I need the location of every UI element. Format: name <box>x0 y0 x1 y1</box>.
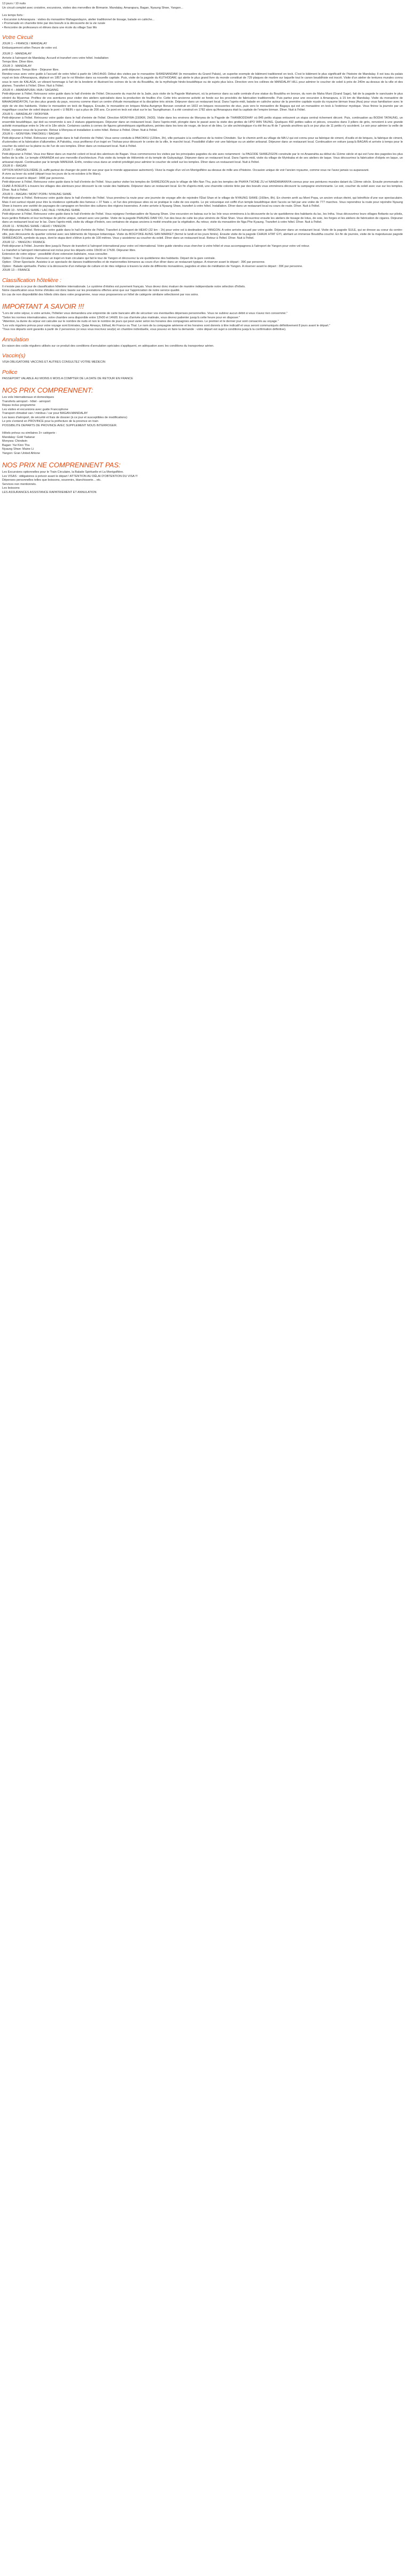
day-text: Petit-déjeuner à l'hôtel. Retrouvez votre guide dans le hall d'entrée de l'hôtel. Transfert à l'aéroport de HEHO (32 km - 1h) pour votre vol à destination de YANGON. A votre arrivée accueil par votre guide. Déjeuner dans un restaurant local. Visite de la pagode SULE, qui se dresse au coeur du centre-ville, puis découverte du quartier colonial avec ses bâtiments de l'époque britannique. Visite du BOGYOKE AUNG SAN MARKET (fermé le lundi et les jours fériés). Ensuite visite de la pagode CHAUK HTAT GYI, abritant un immense Bouddha couché. En fin de journée, visite de la majestueuse pagode SHWEDAGON, symbole du pays, dont le stupa doré s'élève à près de 100 mètres. Vous y assisterez au coucher du soleil. Dîner dans un restaurant local. Retour à l'hôtel. Dîner. Nuit à l'hôtel. <box>2 229 403 240</box>
day-title: JOUR 9 – BAGAN / MONT POPA / NYAUNG SHWE <box>2 192 72 196</box>
annulation-heading: Annulation <box>2 336 29 343</box>
excluded-item: Les boissons <box>2 487 20 490</box>
important-paragraph: "Selon les normes internationales, votre chambre sera disponible entre 12h00 et 14h00. En cas d'arrivée plus matinale, vous devrez patienter jusqu'à cette heure pour en disposer." <box>2 316 240 319</box>
day-text: Petit-déjeuner à l'hôtel. Journée libre jusqu'à l'heure de transfert à l'aéroport international pour votre vol international. Votre guide viendra vous chercher à votre hôtel et vous accompagnera à l'aéroport de Yangon pour votre vol retour. Le transfert à l'aéroport international est inclus pour les départs entre 15h30 et 17h30. Déjeuner libre. Extension de votre séjour : possibilité d'une extension balnéaire, nous consulter. Option : Train Circulaire. Parcourez un trajet en train circulaire qui fait le tour de Yangon et découvrez la vie quotidienne des habitants. Départ de la gare centrale. Option : Dîner-Spectacle. Assistez à un spectacle de danses traditionnelles et de marionnettes birmanes au cours d'un dîner dans un restaurant typique. A réserver avant le départ : 39€ par personne. Option : Balade spirituelle. Partez à la découverte d'un mélange de culture et de rites religieux à travers la visite de différents monastères, pagodes et sites de méditation de Yangon. A réserver avant le départ : 39€ par personne. <box>2 245 310 268</box>
important-paragraph: "Tous nos départs sont garantis à partir de 2 personnes (si vous vous inscrivez seul(e) en chambre individuelle, vous pouvez en faire la demande : votre départ est sujet à conditions jusqu'à la confirmation définitive). <box>2 328 286 331</box>
excluded-item: Dépenses personnelles telles que boissons, souvenirs, blanchisserie... etc. <box>2 479 102 482</box>
included-item: POSSIBILITE DEPARTS DE PROVINCE AVEC SUPPLEMENT NOUS INTERROGER. <box>2 424 118 427</box>
included-item: Transport climatisé van / minibus / car pour BAGAN-MANDALAY <box>2 412 88 415</box>
included-item: Repas inclus programme <box>2 404 36 407</box>
day-block <box>2 52 403 65</box>
day-block <box>2 113 403 133</box>
hotels-section <box>2 285 403 297</box>
day-title: JOUR 5 – MANDALAY / MONYWA <box>2 112 49 116</box>
included-item: Les taxes d'aéroport, de sécurité et frais de dossier (à ce jour et susceptibles de modifications) <box>2 416 127 419</box>
itinerary-heading: Votre Circuit <box>2 34 33 41</box>
included-item: Les visites et excursions avec guide Francophone <box>2 408 68 411</box>
highlight-item: • Promenade en charrette tirée par des boeufs à la découverte de la vie rurale <box>2 22 105 25</box>
day-text: Arrivée à l'aéroport de Mandalay. Accueil et transfert vers votre hôtel. Installation Temps libre. Dîner libre. <box>2 56 109 64</box>
highlights-heading: Les temps forts : <box>2 14 25 17</box>
day-block <box>2 241 403 269</box>
important-paragraph: "Attention, la durée du séjour est calculée sur le nombre de nuits et non le nombre de jours qui peut varier selon les horaires des compagnies aériennes. Le premier et le dernier jour sont consacrés au voyage." <box>2 320 279 323</box>
day-block <box>2 148 403 165</box>
important-paragraph: "Les vols réguliers prévus pour votre voyage sont Emirates, Qatar Airways, Etihad, Air France ou Thaï. Le nom de la compagnie aérienne et les horaires sont donnés à titre indicatif et vous seront communiqués définitivement 8 jours avant le départ." <box>2 324 330 327</box>
hotel-item: Yangon: Gran United Ahlone <box>2 451 40 455</box>
hotel-item: Monywa: Chindwin <box>2 440 27 443</box>
hotels-paragraph: En cas de non disponibilité des hôtels cités dans votre programme, nous vous proposerons un hôtel de catégorie similaire sélectionné par nos soins. <box>2 293 199 296</box>
day-block <box>2 132 403 148</box>
day-title: JOUR 1 – FRANCE / MANDALAY <box>2 42 48 45</box>
important-heading: IMPORTANT A SAVOIR !!! <box>2 302 84 310</box>
included-item: Les vols Internationaux et domestiques <box>2 396 54 399</box>
itinerary-days <box>2 42 403 273</box>
day-title: JOUR 2 - MANDALAY <box>2 52 32 56</box>
day-text: Petit-déjeuner à l'hôtel. Retrouvez votre guide dans le hall d'entrée de l'hôtel. Direction MONYWA (150KM, 2H30). Visite dans les environs de Monywa de la Pagode de THANBODDHAY où 845 petits stupas entourent un stupa central richement décoré. Puis, continuation au BODHI TATAUNG, un ensemble bouddhique, qui doit sa renommée à ses 2 statues gigantesques. Déjeuner dans un restaurant local. Dans l'après-midi, plongée dans le passé avec la visite des grottes de HPO WIN TAUNG. Quelques 492 petites salles et pièces, creusées dans 3 piliers de grès, renvoient à une grande activité monastique entre le 14e et le 18e siècle. Certaines cavités à cornes de figures géométriques significatives, peintes dans les tons de rouge, de brun et de bleu. Le site archéologique n'a été fini au fil de 7 grands ancêtres qu'à ce jour plus de 11 petits n'y accèdent. Le soir pour admirer la veille de l'hôtel, reposez-vous de la journée. Retour à Monywa et installation à votre hôtel. Retour à l'hôtel. Dîner. Nuit à l'hôtel. <box>2 116 403 132</box>
tagline: Un circuit complet avec croisière, excursions, visites des merveilles de Birmanie. Mandalay, Amarapura, Bagan, Nyaung Shwe, Yangon... <box>2 6 183 10</box>
included-item: Le prix s'entend en PROVINCE pour la préfecture de la province en train <box>2 420 98 423</box>
day-block <box>2 193 403 209</box>
day-text: Petit-déjeuner à l'hôtel. Retrouvez votre guide dans le hall d'entrée de l'hôtel. Vous serez conduits à PAKOKKU (120km, 3h), ville portuaire à la confluence de la rivière Chindwin. Sur le chemin arrêt au village de MA U qui est connu pour sa fabrique de ciment, d'outils et de briques, la fabrique de ciment, d'ustensiles et la fabrication d'allumettes. A Pakokku, vous profiterez d'un trajet en Trishaw pour découvrir le centre de la ville, le marché local. Possibilité d'aller voir une fabrique ou un atelier artisanal. Déjeuner dans un restaurant local. Continuation en voiture jusqu'à BAGAN et arrivée à temps pour le coucher du soleil sur la plaine ou de l'un de ses temples. Dîner dans un restaurant local. Nuit à l'hôtel. <box>2 136 403 148</box>
hotel-item: Nyaung Shwe: Maine Li <box>2 448 34 451</box>
included-section <box>2 396 403 456</box>
intro <box>2 2 403 10</box>
day-title: JOUR 3 - MANDALAY <box>2 64 32 68</box>
important-paragraph: "Lors de votre séjour, à votre arrivée, l'hôtelier vous demandera une empreinte de carte bancaire afin de sécuriser vos éventuelles dépenses personnelles. Vous ne subirez aucun débit si vous n'avez rien consommé." <box>2 312 288 315</box>
day-block <box>2 65 403 89</box>
police-text: PASSEPORT VALABLE AU MOINS 6 MOIS A COMPTER DE LA DATE DE RETOUR EN FRANCE <box>2 377 133 380</box>
included-item: Transferts aéroport - hôtel - aéroport <box>2 400 51 403</box>
day-text: OPTION MONTGOLFIÈRE (IL suffit partout de changer de point de vue pour que le monde apparaisse autrement). Vivez la magie d'un vol en Montgolfière au-dessus de mille ans d'histoire. Occasion unique de voir l'ancien royaume, comme vous ne l'avez jamais vu auparavant. A vivre au lever du soleil (départ tous les jours de la mi-octobre à fin Mars). A réserver avant le départ : 349€ par personne. Petit-déjeuner à l'hôtel. Retrouvez votre guide dans le hall d'entrée de l'hôtel. Vous partez visiter les temples de SHWEZIGON puis le village de Min Nan Thu, puis les temples de PHAYA THONE ZU et NANDAMANNYA connus pour ses peintures murales datant du 13ème siècle. Ensuite promenade en CHAR À BOEUFS à travers les villages des alentours pour découvrir la vie rurale des habitants. Déjeuner dans un restaurant local. En fin d'après-midi, une charrette colorée tirée par des boeufs vous emmènera découvrir la campagne environnante. Le soir, coucher du soleil avec vue sur les temples. Dîner. Nuit à l'hôtel. <box>2 168 403 192</box>
excluded-item: Les Excursions optionnelles pour le Train Circulaire, la Balade Spirituelle et La Montgolfière. <box>2 471 124 474</box>
day-text: Petit-déjeuner à l'hôtel. Retrouvez votre guide dans le hall d'entrée de l'hôtel. Vous prendrez la route pour une journée de voyage afin de rejoindre l'État Shan et le village de NYAUNG SHWE (160km, 8h). En chemin arrêt au Mont Popa, un ancien volcan éteint, qui bénéficie d'une vue spectaculaire. Mais il est surtout réputé pour être la résidence spirituelle des fameux « 37 Nats », et l'un des principaux sites où se pratique le culte de ces esprits. Le pic volcanique est coiffé d'un temple bouddhique dont l'accès se fait par une volée de 777 marches. Vous reprendrez la route pour rejoindre Nyaung Shwe à travers une variété de paysages de campagne en fonction des cultures des régions traversées. A votre arrivée à Nyaung Shwe, transfert à votre hôtel. Installation. Dîner dans un restaurant local ou cours de route. Dîner. Nuit à l'hôtel. <box>2 197 403 208</box>
tour-page <box>0 0 405 495</box>
important-section <box>2 312 403 332</box>
excluded-item: LES ASSURANCES ASSISTANCE RAPATRIEMENT ET ANNULATION <box>2 490 97 494</box>
police-heading: Police <box>2 369 18 375</box>
day-text: Petit-déjeuner à l'hôtel. Retrouvez votre guide dans le hall d'entrée de l'hôtel. Vous rejoignez l'embarcadère de Nyaung Shwe. Une excursion en bateau sur le lac Inle vous emmènera à la découverte de la vie quotidienne des habitants du lac, les Intha. Vous découvrirez leurs villages flottants sur pilotis, leurs jardins flottants et leur technique de pêche unique, ramant avec une jambe. Visite de la pagode PHAUNG DAW OO, l'un des lieux de culte les plus vénérés de l'État Shan. Vous découvrirez ensuite les ateliers de tissage de lotus, de soie, les forges et les ateliers de fabrication de cigares. Déjeuner dans un restaurant local sur le lac. Dans l'après-midi, visite du village d'Indein, ses centaines de stupas anciens à moitié envahis par la végétation. Au retour, visite du monastère de Nga Phe Kyaung. Transfert à votre hôtel. Dîner. Nuit à l'hôtel. <box>2 213 403 224</box>
day-text: Petit-déjeuner à l'hôtel. Retrouvez votre guide dans le hall d'entrée de l'hôtel. Découverte du marché de la Jade, puis visite de la Pagode Mahamuni, où la présence dans sa salle centrale d'une statue du Bouddha en bronze, du nom de Maha Muni (Grand Sage), fait de la pagode le sanctuaire le plus vénéré du Myanmar. Profitez de vos aventures pour visiter des ateliers spécialisés dans la production de feuilles d'or. Cette très ancienne activité se fonde sur les procédés de fabrication traditionnelle. Puis partez pour une excursion à Amarapura, à 15 km de Mandalay. Visite du monastère de MAHAGANDAYON, l'un des plus grands du pays, reconnu comme étant un centre d'étude monastique et la discipline très stricte. Déjeuner dans un restaurant local. Dans l'après-midi, balade en calèche autour de la première capitale royale du royaume birman Inwa (Ava) pour vous familiariser avec le style de vie des habitants. Visitez le monastère en teck de Bagaya. Ensuite, le monastère en briques Maha Aungmye Bonzan construit en 1822 en briques recouvertes de stuc, puis vers le monastère de Bagaya qui est un monastère en teck à l'extérieur mystique. Vous finirez la journée par un magnifique coucher de soleil depuis le pont « U BEIN » qui a plus de 200 ans. Ce pont en teck est situé sur le lac Taungthaman. Il a été construit en 1782 alors qu'Amarapura était la capitale de l'empire birman. Dîner. Nuit à l'hôtel. <box>2 92 403 112</box>
annulation-text: En raison des coûts réguliers utilisés sur ce produit des conditions d'annulation spéciales s'appliquent, en adéquation avec les conditions du transporteur aérien. <box>2 344 214 348</box>
hotels-paragraph: Il n'existe pas à ce jour de classification hôtelière internationale. Le système d'étoiles est purement français. Vous devez donc évaluer de manière indépendante notre sélection d'hôtels. <box>2 285 246 288</box>
hotels-intro: Hôtels prévus ou similaires 3+ catégorie : <box>2 432 57 435</box>
day-title: JOUR 6 – MONYWA / PAKOKKU / BAGAN <box>2 132 59 136</box>
hotels-paragraph: Notre classification sous forme d'étoiles est donc basée sur les prestations offertes ainsi que sur l'appréciation de notre service qualité. <box>2 289 181 292</box>
vaccins-heading: Vaccin(s) <box>2 353 26 359</box>
day-text: Petit-déjeuner à l'hôtel. Vous irez flâner dans un marché coloré et local des alentours de Bagan. Vous commencerez les visites par les principales pagodes du site avec notamment : la PAGODE SHWEZIGON construite par le roi Anawrahta au début du 11ème siècle et qui est l'une des pagodes les plus belles de la ville. Le temple d'ANANDA est une merveille d'architecture. Puis visite du temple de Htilominlo et du temple de Gubyaukgyi. Déjeuner dans un restaurant local. Dans l'après-midi, visite du village de Myinkaba et de ses ateliers de laque. Vous découvrirez la fabrication d'objets en laque, un artisanat réputé. Continuation par le temple MANUHA. Enfin, rendez-vous dans un endroit privilégié pour admirer le coucher de soleil sur les temples. Dîner dans un restaurant local. Nuit à l'hôtel. <box>2 152 403 164</box>
excluded-item: Services non mentionnés. <box>2 482 37 486</box>
day-text: Embarquement sélon l'heure de votre vol. <box>2 46 58 50</box>
day-title: JOUR 8 – BAGAN <box>2 165 27 168</box>
highlights <box>2 14 403 30</box>
excluded-item: Les VISAS : obligatoires à prévoir avant le départ ! ATTENTION AU DÉLAI D'OBTENTION DU VISA !!! <box>2 474 138 478</box>
day-text: petit-déjeuner. Temps libre - Déjeuner libre. Rendez-vous avec votre guide à l'accueil de votre hôtel à partir de 14h/14h30. Début des visites par le monastère SHWENANDAW (le monastère du Grand Palais), un superbe exemple de bâtiment traditionnel en teck. C'est le bâtiment le plus significatif de l'histoire de Mandalay. Il est issu du palais royal en bois d'Amarapura, déplacé en 1857 par le roi Mindon dans sa nouvelle capitale. Puis, visite de la pagode du KUTHODAW, qui abrite le plus grand livre du monde constitué de 729 plaques de marbre sur laquelle tout le canon bouddhiste est inscrit. Visite d'un atelier de tentures murales connu sous le nom de KALAGA, un vibrant hommage à l'art de la broderie et illustrant les scènes de la vie du Bouddha, de la mythologie hindo-bouddhique ou de sujets plus laïcs. Direction vers les collines de MANDALAY HILL pour admirer le coucher de soleil à près de 240m au-dessus de la ville et des plaines. Transfert à l'hôtel. Dîner. Nuit à l'hôtel. <box>2 68 403 88</box>
day-block <box>2 225 403 241</box>
hotel-item: Mandalay: Gold Yadanar <box>2 435 35 439</box>
day-block <box>2 42 403 50</box>
day-title: JOUR 7 – BAGAN <box>2 148 27 152</box>
hotels-heading: Classification hôtelière : <box>2 277 61 284</box>
day-title: JOUR 13 – FRANCE <box>2 269 30 272</box>
day-block <box>2 165 403 193</box>
hotel-item: Bagan: Yar Kinn Tha <box>2 443 30 447</box>
day-title: JOUR 10 - NYAUNG SHWE / LAC INLE / NYAUNG SHWE <box>2 208 80 212</box>
included-heading: NOS PRIX COMPRENNENT: <box>2 386 94 394</box>
day-title: JOUR 11 - NYAUNG SHWE / HEHO / YANGON <box>2 224 66 228</box>
day-title: JOUR 4 – AMARAPURA / AVA / SAGAING <box>2 88 59 92</box>
day-title: JOUR 12 – YANGON / FRANCE <box>2 240 45 244</box>
day-block <box>2 209 403 225</box>
vaccins-text: VISA OBLIGATOIRE VACCINS ET AUTRES CONSULTEZ VOTRE MEDECIN <box>2 361 106 364</box>
highlight-item: • Excursion à Amarapura : visites du monastère Mahagandayon, atelier traditionnel de tissage, balade en calèche... <box>2 18 155 21</box>
duration: 13 jours / 10 nuits <box>2 2 26 5</box>
day-block <box>2 89 403 113</box>
day-block <box>2 269 403 273</box>
excluded-section <box>2 471 403 495</box>
highlight-item: • Rencontre de professeurs et élèves dans une école du village Sao Mo <box>2 26 97 29</box>
excluded-heading: NOS PRIX NE COMPRENNENT PAS: <box>2 461 121 469</box>
